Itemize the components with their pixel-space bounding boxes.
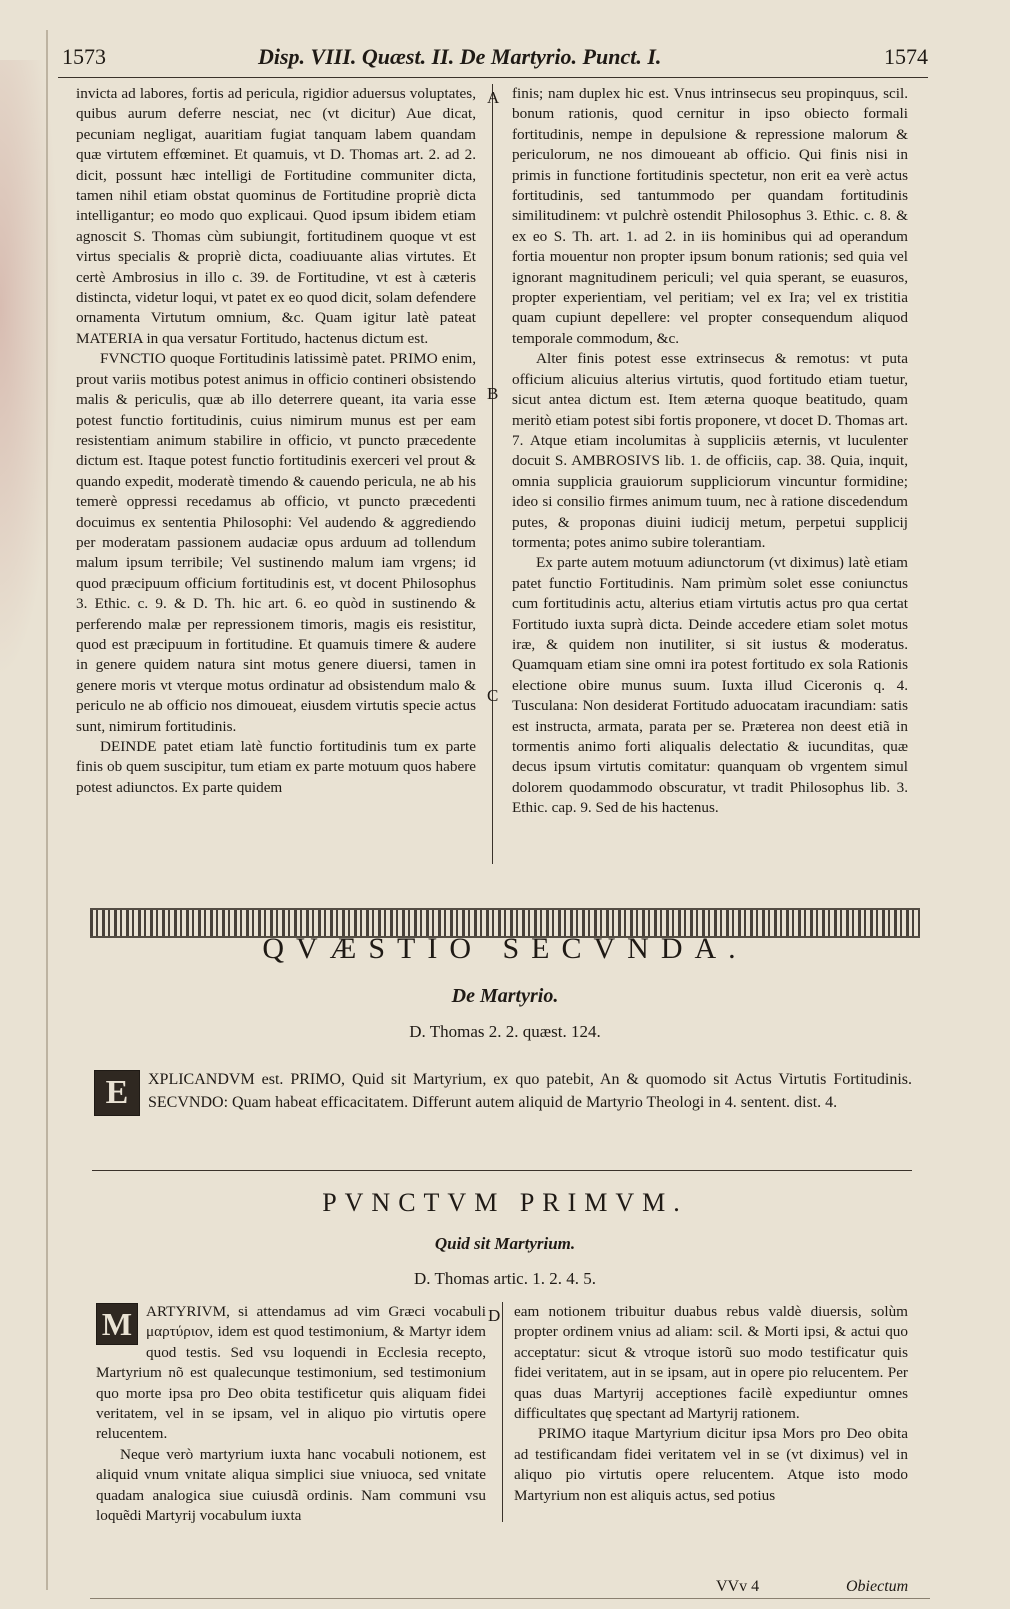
punctum-reference: D. Thomas artic. 1. 2. 4. 5. (414, 1269, 596, 1288)
left-column-lower (96, 1302, 486, 1526)
drop-capital: M (96, 1303, 138, 1345)
question-subtitle: De Martyrio. (451, 985, 559, 1007)
drop-capital: E (94, 1070, 140, 1116)
question-intro (94, 1068, 912, 1116)
paragraph (96, 1302, 486, 1445)
paragraph: eam notionem tribuitur duabus rebus valdè diuersis, solùm propter ordinem vnius ad aliam: scil. & Morti ipsi, & actui quo acceptatur: sicut & vtroque istorũ suo modo testificatur quis fidei veritatem, aut in se ipsam, aut in opere pio relucentem. Per quas duas Martyrij acceptiones facilè expediuntur omnes difficultates quę spectant ad Martyrij rationem. (514, 1303, 908, 1423)
punctum-subtitle: Quid sit Martyrium. (434, 1234, 576, 1253)
paragraph: Neque verò martyrium iuxta hanc vocabuli notionem, est aliquid vnum vnitate aliqua simplici siue vniuoca, sed vnitate quadam analogica siue cuiusdã ordinis. Nam communi vsu loquẽdi Martyrij vocabulum iuxta (96, 1445, 486, 1525)
margin-letter: A (487, 88, 500, 107)
signature-mark: VVv 4 (716, 1578, 760, 1595)
left-column-upper (76, 84, 476, 798)
running-title: Disp. VIII. Quæst. II. De Martyrio. Punct. I. (258, 44, 662, 69)
right-column-upper (512, 84, 908, 819)
column-divider (502, 1302, 503, 1522)
paragraph: PRIMO itaque Martyrium dicitur ipsa Mors pro Deo obita ad testificandam fidei veritatem vel in se (vt diximus) vel in aliquo pio virtutis opere relucentem. Atque isto modo Martyrium non est aliquis actus, sed potius (514, 1425, 908, 1504)
header-rule (58, 77, 928, 78)
margin-letter: C (487, 686, 499, 705)
paragraph-text: ARTYRIVM, si attendamus ad vim Græci vocabuli μαρτύριον, idem est quod testimonium, & Martyr idem quod testis. Sed vsu loquendi in Ecclesia recepto, Martyrium nõ est qualecunque testimonium, sed testimonium quo morte ipsa pro Deo obita testificetur quis aliquam fidei veritatem, vel in se ipsam, vel in aliquo pio virtutis opere relucentem. (96, 1303, 486, 1443)
paragraph: Alter finis potest esse extrinsecus & remotus: vt puta officium alicuius alterius virtutis, quod fortitudo etiam tuetur, sicut antea dictum est. Item æterna quoque beatitudo, quam meritò etiam potest sibi fortis proponere, vt docet D. Thomas art. 7. Atque etiam incolumitas à suppliciis æternis, vt luculenter docuit S. AMBROSIVS lib. 1. de officiis, cap. 38. Quia, inquit, omnia supplicia grauiorum suppliciorum vincuntur formidine; ideo si consilio firmes animum tuum, nec à ratione discedendum putes, & proponas diuini iudicij metum, perpetui supplicij tormenta; potes animo subire tolerantiam. (512, 350, 908, 551)
column-divider (492, 84, 493, 864)
right-column-lower (514, 1302, 908, 1506)
binding-edge (46, 30, 48, 1590)
question-title: QVÆSTIO SECVNDA. (262, 932, 748, 965)
page-number-right: 1574 (884, 44, 928, 69)
margin-letter: D (488, 1306, 501, 1325)
page-stain (0, 60, 60, 680)
paragraph: DEINDE patet etiam latè functio fortitudinis tum ex parte finis ob quem suscipitur, tum etiam ex parte motuum quos habere potest adiunctos. Ex parte quidem (76, 738, 476, 796)
paragraph: Ex parte autem motuum adiunctorum (vt diximus) latè etiam patet functio Fortitudinis. Nam primùm solet esse coniunctus cum fortitudinis actu, alterius etiam virtutis actus pro qua certat Fortitudo iuxta suprà dicta. Deinde accedere etiam solet motus iræ, & quidem non inutiliter, si sit iustus & moderatus. Quamquam etiam sine omni ira potest fortitudo ex sola Rationis electione obire munus suum. Iuxta illud Ciceronis q. 4. Tusculana: Non desiderat Fortitudo aduocatam iracundiam: satis est instructa, armata, parata per se. Præterea non deest etiã in tormentis animo forti aliqualis delectatio & iucunditas, quæ decus ipsum virtutis comitatur: quanquam ob vrgentem simul dolorem quodammodo obscuratur, vt tradit Philosophus lib. 3. Ethic. cap. 9. Sed de his hactenus. (512, 554, 908, 817)
punctum-title: PVNCTVM PRIMVM. (322, 1188, 688, 1217)
paragraph: FVNCTIO quoque Fortitudinis latissimè patet. PRIMO enim, prout variis motibus potest animus in officio contineri obsistendo malis & periculis, quæ ab illo deterrere queant, ita varia esse potest functio fortitudinis, cuius nimirum munus est per eam resistentiam animum stabilire in officio, vt puncto præcedente dictum est. Itaque potest functio fortitudinis exerceri vel prout & quando expedit, moderatè timendo & cauendo pericula, ne ab his temerè oppressi recedamus ab officio, vt puncto præcedenti docuimus ex sententia Philosophi: Vel audendo & aggrediendo per moderatam passionem audaciæ opus arduum ad tollendum malum ipsum terribile; Vel sustinendo malum iam vrgens; id quod præcipuum officium fortitudinis est, vt docent Philosophus 3. Ethic. c. 9. & D. Th. hic art. 6. eo quòd in sustinendo & perferendo malæ per repressionem timoris, magis eis resistitur, quod est præcipuum in fortitudine. Et quamuis timere & audere in genere quidem natura sint motus genere diuersi, tamen in genere moris vt vterque motus ordinatur ad obsistendum malo & periculo ne ab officio nos dimoueat, eiusdem virtutis specie actus sunt, nimirum fortitudinis. (76, 350, 476, 735)
question-reference: D. Thomas 2. 2. quæst. 124. (409, 1022, 601, 1041)
margin-letter: B (487, 384, 499, 403)
page-number-left: 1573 (62, 44, 106, 69)
paragraph: invicta ad labores, fortis ad pericula, rigidior aduersus voluptates, quibus aurum deferre nesciat, nec (vt dicitur) Aue dicat, pecuniam negligat, auaritiam fugiat tanquam labem quandam quæ virtutem effœminet. Et quamuis, vt D. Thomas art. 2. ad 2. dicit, possunt hæc intelligi de Fortitudine communiter dicta, tamen nihil etiam obstat quominus de Fortitudine propriè dicta intelligantur; eo modo quo explicaui. Quod ipsum ibidem etiam agnoscit S. Thomas cùm subiungit, fortitudinem quoque vt est virtus specialis & propriè dicta, coadiuuante alias virtutes. Et certè Ambrosius in illo c. 39. de Fortitudine, vt est à cæteris distincta, videtur loqui, vt patet ex eo quod dicit, solam defendere ornamenta Virtutum omnium, &c. Quam igitur latè pateat MATERIA in qua versatur Fortitudo, hactenus dictum est. (76, 85, 476, 347)
intro-text: XPLICANDVM est. PRIMO, Quid sit Martyrium, ex quo patebit, An & quomodo sit Actus Virtutis Fortitudinis. SECVNDO: Quam habeat efficacitatem. Differunt autem aliquid de Martyrio Theologi in 4. sentent. dist. 4. (148, 1071, 912, 1111)
section-rule (92, 1170, 912, 1171)
paragraph: finis; nam duplex hic est. Vnus intrinsecus seu propinquus, scil. bonum rationis, quod cernitur in ipso obiecto formali fortitudinis, nempe in depulsione & repressione malorum & periculorum, ne nos dimoueant ab officio. Qui finis nisi in primis in functione fortitudinis spectetur, non erit ea verè actus fortitudinis, sed tantummodo per quandam fortitudinis similitudinem: vt pulchrè ostendit Philosophus 3. Ethic. c. 8. & ex eo S. Th. art. 1. ad 2. in iis hominibus qui ad operandum fortia mouentur non propter ipsum bonum rationis; sed quia vel ignorant magnitudinem periculi; vel quia sperant, se euasuros, propter experientiam, vel peritiam; vel ex Ira; vel ex tristitia quam cupiunt depellere: vel propter consequendum aliquod temporale commodum, &c. (512, 85, 908, 347)
footer-rule (90, 1598, 930, 1599)
catchword: Obiectum (846, 1578, 909, 1595)
running-head (58, 36, 928, 76)
